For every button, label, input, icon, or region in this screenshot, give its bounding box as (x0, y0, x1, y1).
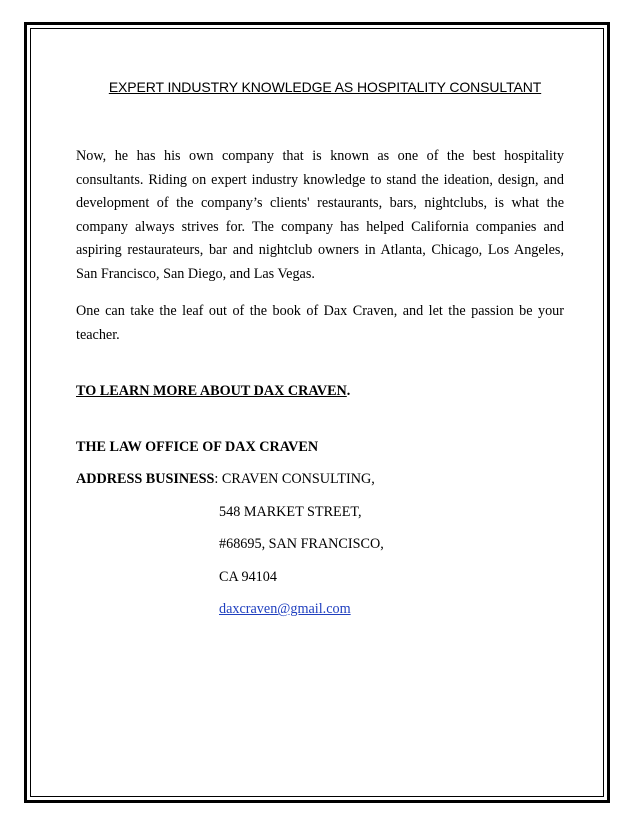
address-line-2: 548 MARKET STREET, (219, 503, 362, 520)
paragraph-company: Now, he has his own company that is known as one of the best hospitality consultants. Riding on expert industry knowledge to stand the ideation, design, and development of the company’s clients' restaurants, bars, nightclubs, is what the company always strives for. The company has helped California companies and aspiring restaurateurs, bar and nightclub owners in Atlanta, Chicago, Los Angeles, San Francisco, San Diego, and Las Vegas. (76, 148, 564, 282)
address-company: CRAVEN CONSULTING, (221, 471, 375, 487)
address-line-1 (76, 468, 564, 492)
learn-more-line (76, 380, 564, 404)
office-title: THE LAW OFFICE OF DAX CRAVEN (76, 438, 319, 455)
document-heading: EXPERT INDUSTRY KNOWLEDGE AS HOSPITALITY CONSULTANT (108, 79, 542, 95)
paragraph-passion: One can take the leaf out of the book of Dax Craven, and let the passion be your teacher. (76, 303, 564, 343)
email-line (76, 598, 564, 622)
document-body (76, 76, 564, 622)
address-label: ADDRESS BUSINESS (76, 471, 215, 487)
learn-more-period: . (346, 383, 351, 399)
email-link[interactable]: daxcraven@gmail.com (219, 601, 351, 617)
address-separator: : (214, 471, 222, 487)
learn-more-link[interactable]: TO LEARN MORE ABOUT DAX CRAVEN (76, 383, 347, 399)
address-line-4: CA 94104 (219, 568, 277, 585)
address-line-3: #68695, SAN FRANCISCO, (219, 536, 384, 552)
